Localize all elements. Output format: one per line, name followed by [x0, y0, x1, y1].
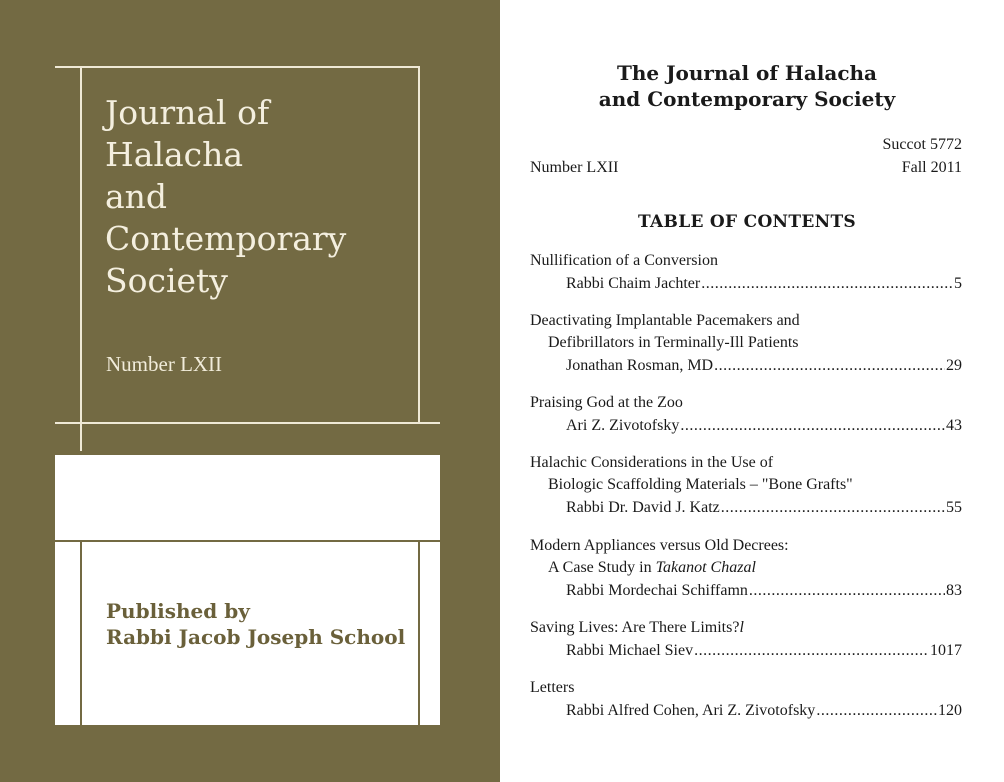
toc-heading: TABLE OF CONTENTS	[638, 212, 856, 232]
toc-entry-title-line	[548, 559, 756, 577]
cover-frame-line-left	[80, 66, 82, 451]
leader-dots	[816, 702, 937, 720]
publisher-line: Rabbi Jacob Joseph School	[106, 625, 406, 649]
toc-page-number: 120	[938, 702, 962, 719]
toc-title-text: Saving Lives: Are There Limits?	[530, 619, 740, 636]
cover-title-line: Contemporary	[105, 219, 347, 258]
leader-dots	[701, 275, 953, 293]
toc-author-name: Jonathan Rosman, MD	[566, 357, 714, 374]
issue-number: Number LXII	[530, 159, 619, 176]
cover-frame-line-top	[55, 66, 420, 68]
toc-page-number: 29	[946, 357, 962, 374]
cover-title-line: Halacha	[105, 135, 244, 174]
toc-entry-title: Biologic Scaffolding Materials – "Bone Grafts"	[548, 476, 853, 493]
cover-title-line: Journal of	[105, 93, 270, 132]
toc-page-number: 55	[946, 499, 962, 516]
toc-entry-title: Nullification of a Conversion	[530, 252, 718, 269]
publisher-line: Published by	[106, 599, 250, 623]
cover-publisher	[106, 598, 405, 650]
toc-title-italic: Takanot Chazal	[655, 559, 756, 576]
toc-author-name: Rabbi Dr. David J. Katz	[566, 499, 720, 516]
toc-author-name: Rabbi Michael Siev	[566, 642, 694, 659]
toc-author-name: Rabbi Chaim Jachter	[566, 275, 701, 292]
journal-cover	[0, 0, 500, 782]
journal-title	[500, 60, 994, 112]
issue-holiday: Succot 5772	[882, 136, 962, 153]
toc-entry-title: Letters	[530, 679, 575, 696]
cover-title-line: and	[105, 177, 168, 216]
toc-page-number: 83	[946, 582, 962, 599]
toc-entry-author	[566, 642, 962, 660]
toc-entry-author	[566, 275, 962, 293]
contents-page	[500, 0, 1004, 782]
toc-author-name: Ari Z. Zivotofsky	[566, 417, 680, 434]
leader-dots	[680, 417, 945, 435]
toc-entry-author	[566, 702, 962, 720]
leader-dots	[694, 642, 929, 660]
journal-title-line: and Contemporary Society	[598, 87, 896, 111]
toc-title-italic: l	[739, 619, 744, 636]
toc-entry-title: Defibrillators in Terminally-Ill Patients	[548, 334, 799, 351]
panel-line-right	[418, 540, 420, 725]
toc-title-text: A Case Study in	[548, 559, 656, 576]
leader-dots	[749, 582, 945, 600]
toc-entry-title: Deactivating Implantable Pacemakers and	[530, 312, 800, 329]
toc-page-number: 43	[946, 417, 962, 434]
toc-entry-author	[566, 582, 962, 600]
cover-frame-line-bottom	[55, 422, 440, 424]
toc-entry-title: Praising God at the Zoo	[530, 394, 683, 411]
cover-issue-number: Number LXII	[106, 352, 223, 376]
leader-dots	[721, 499, 945, 517]
toc-page-number: 5	[954, 275, 962, 292]
leader-dots	[714, 357, 945, 375]
panel-line-top	[55, 540, 440, 542]
cover-publisher-panel	[55, 455, 440, 725]
cover-title	[105, 92, 405, 302]
cover-frame-line-right	[418, 66, 420, 423]
journal-title-line: The Journal of Halacha	[616, 61, 878, 85]
toc-entry-author	[566, 417, 962, 435]
issue-season: Fall 2011	[901, 159, 962, 176]
toc-entry-title: Halachic Considerations in the Use of	[530, 454, 774, 471]
toc-author-name: Rabbi Mordechai Schiffamn	[566, 582, 748, 599]
toc-page-number: 1017	[930, 642, 962, 659]
toc-entry-author	[566, 499, 962, 517]
cover-title-line: Society	[105, 261, 228, 300]
toc-author-name: Rabbi Alfred Cohen, Ari Z. Zivotofsky	[566, 702, 816, 719]
toc-entry-author	[566, 357, 962, 375]
toc-entry-title-line	[530, 619, 744, 637]
panel-line-left	[80, 540, 82, 725]
toc-entry-title: Modern Appliances versus Old Decrees:	[530, 537, 789, 554]
